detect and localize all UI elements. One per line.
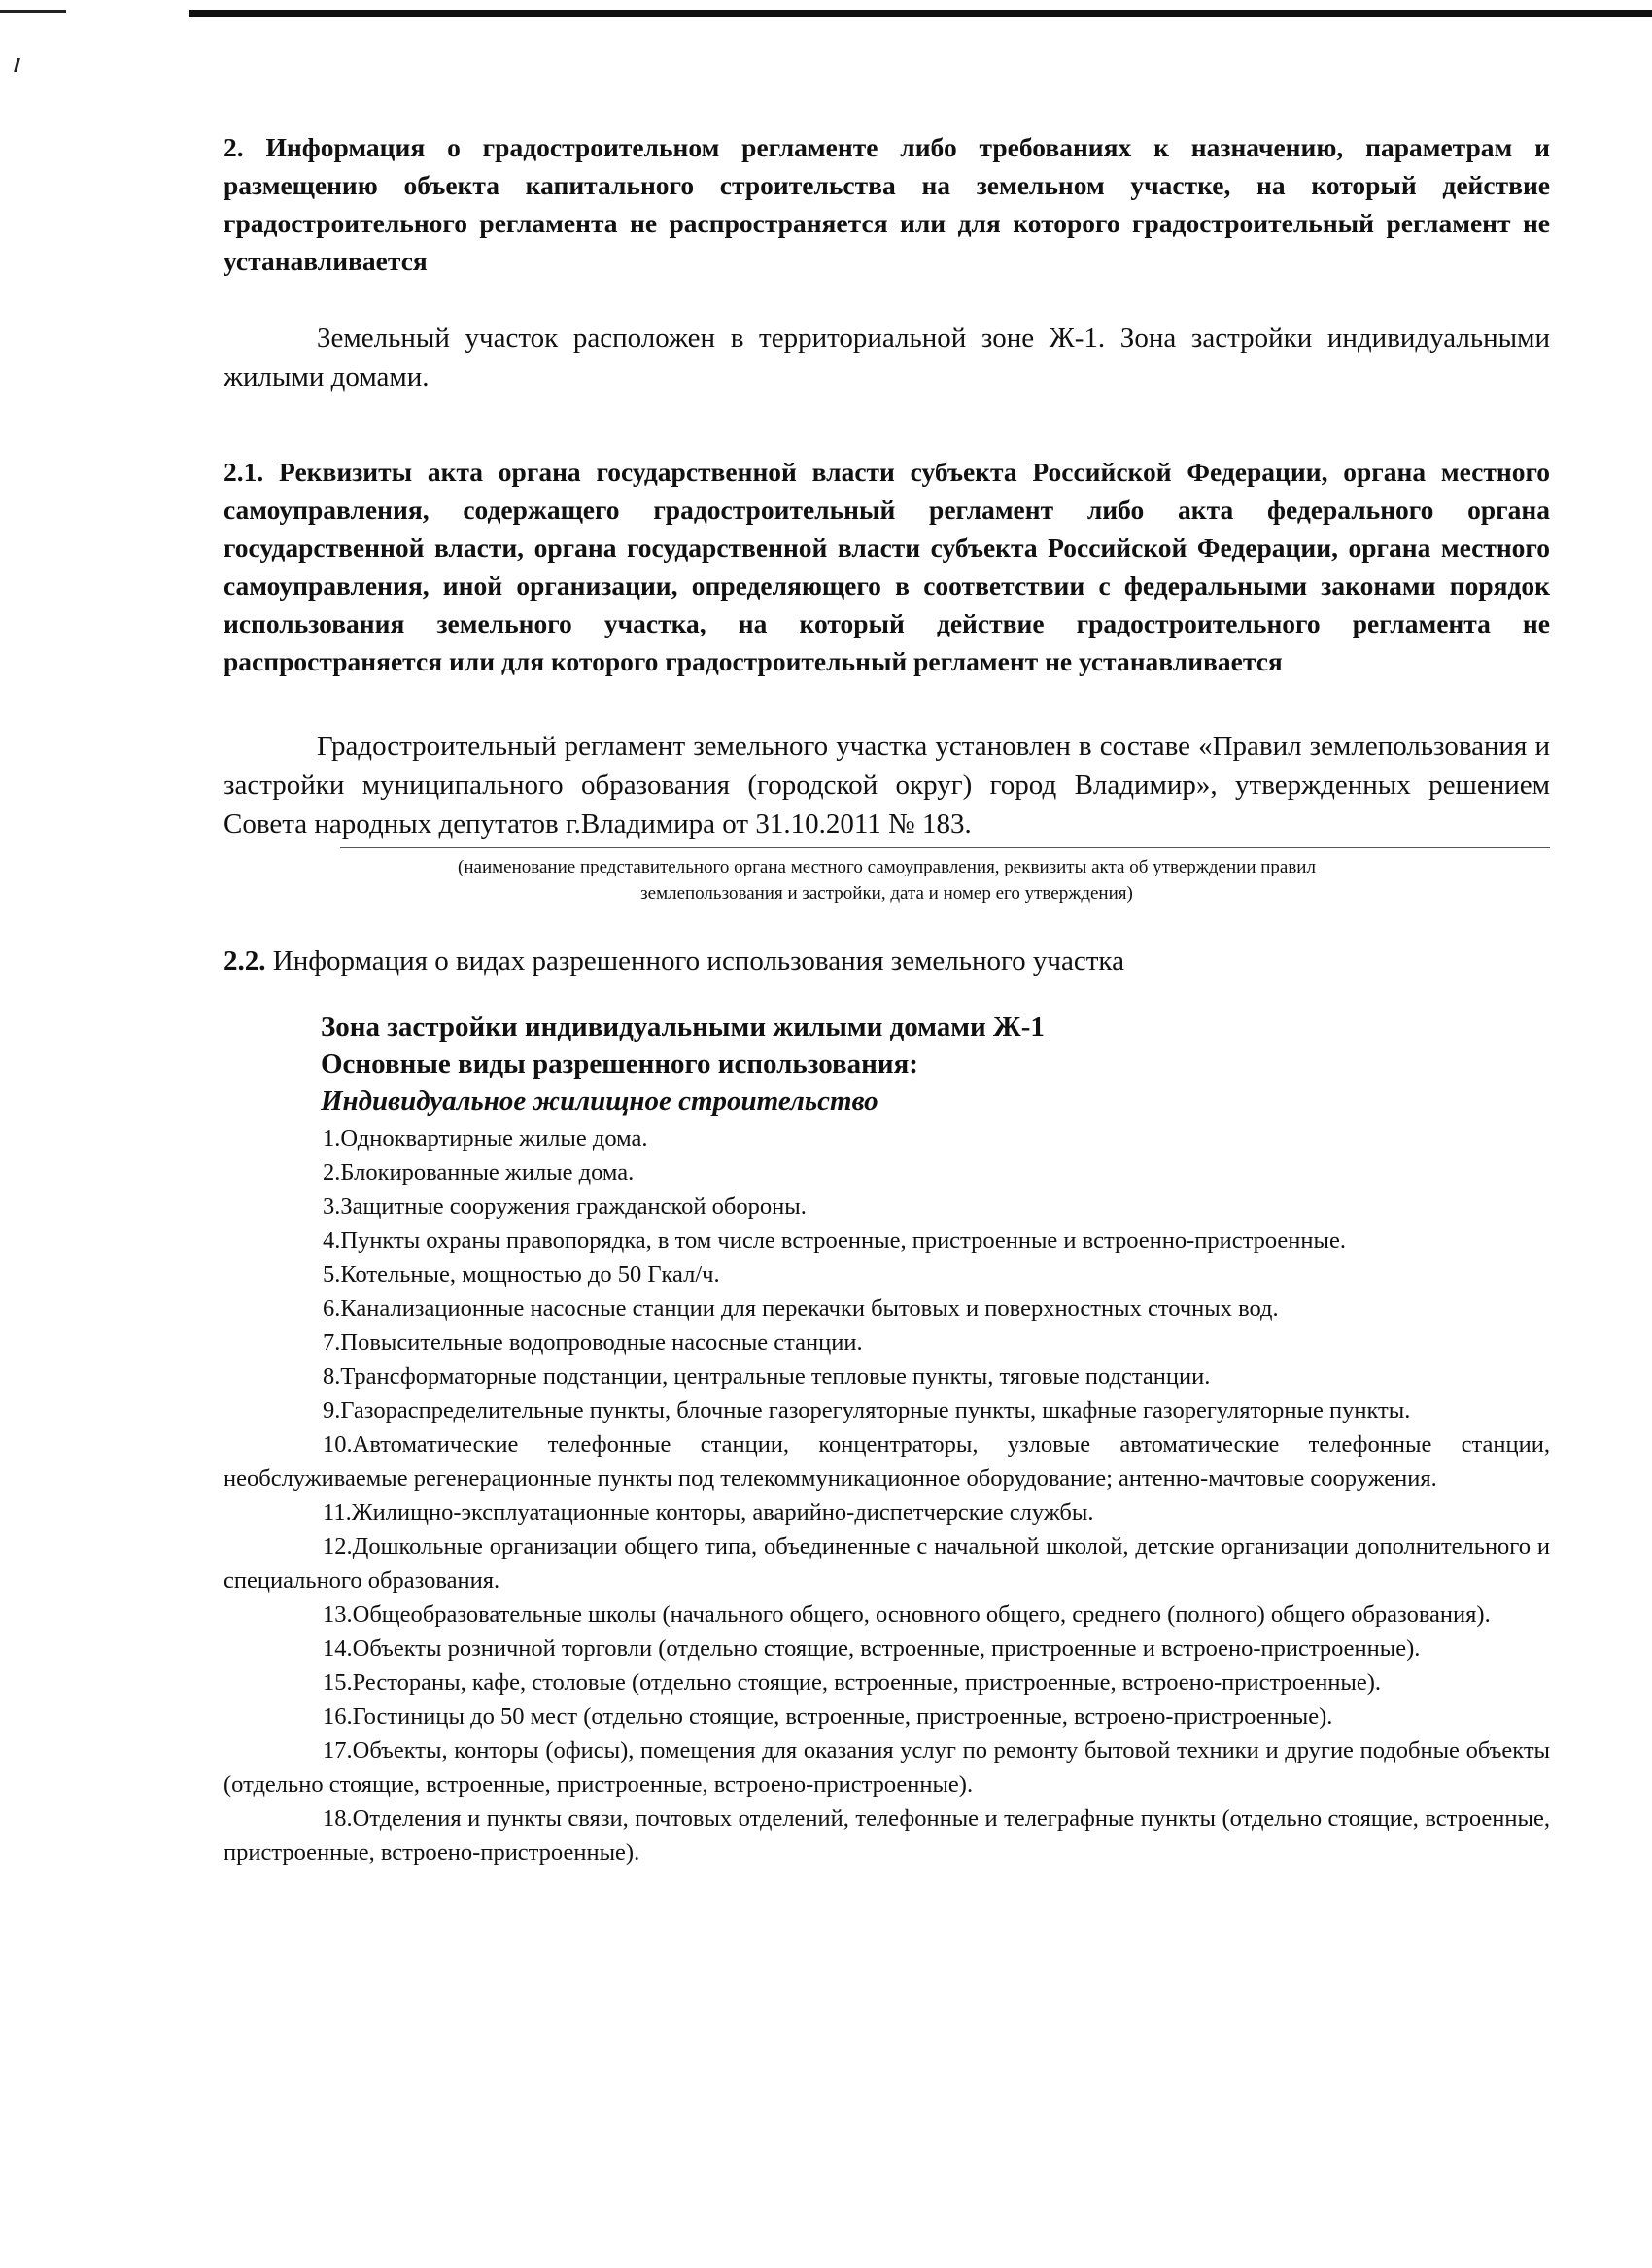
caption-line-2: землепользования и застройки, дата и номер его утверждения) — [640, 883, 1133, 904]
list-item: 17.Объекты, конторы (офисы), помещения для оказания услуг по ремонту бытовой техники и другие подобные объекты (отдельно стоящие, встроенные, пристроенные, встроено-пристроенные). — [224, 1737, 1550, 1798]
list-item: 5.Котельные, мощностью до 50 Гкал/ч. — [323, 1261, 720, 1288]
category-title: Индивидуальное жилищное строительство — [321, 1085, 878, 1117]
list-item: 9.Газораспределительные пункты, блочные газорегуляторные пункты, шкафные газорегуляторные пункты. — [323, 1397, 1411, 1424]
signature-underline — [340, 847, 1550, 850]
list-item: 7.Повысительные водопроводные насосные станции. — [323, 1329, 863, 1356]
list-item: 11.Жилищно-эксплуатационные конторы, аварийно-диспетчерские службы. — [323, 1499, 1094, 1526]
list-item: 14.Объекты розничной торговли (отдельно стоящие, встроенные, пристроенные и встроено-пристроенные). — [323, 1635, 1421, 1662]
list-item: 4.Пункты охраны правопорядка, в том числе встроенные, пристроенные и встроенно-пристроенные. — [323, 1227, 1346, 1254]
list-item: 15.Рестораны, кафе, столовые (отдельно стоящие, встроенные, пристроенные, встроено-пристроенные). — [323, 1669, 1382, 1696]
zone-title: Зона застройки индивидуальными жилыми домами Ж-1 — [321, 1012, 1045, 1043]
list-item: 13.Общеобразовательные школы (начального общего, основного общего, среднего (полного) общего образования). — [323, 1601, 1491, 1628]
list-item: 6.Канализационные насосные станции для перекачки бытовых и поверхностных сточных вод. — [323, 1295, 1279, 1322]
uses-list — [224, 1121, 1550, 1870]
section-2-1-text: Градостроительный регламент земельного участка установлен в составе «Правил землепользования и застройки муниципального образования (городской округ) город Владимир», утвержденных решением Совета народных депутатов г.Владимира от 31.10.2011 № 183. — [224, 731, 1550, 840]
scan-artifact-mark — [14, 58, 20, 72]
list-item: 18.Отделения и пункты связи, почтовых отделений, телефонные и телеграфные пункты (отдельно стоящие, встроенные, пристроенные, встроено-пристроенные). — [224, 1805, 1550, 1866]
section-2-2-title: Информация о видах разрешенного использования земельного участка — [265, 945, 1124, 977]
list-item: 1.Одноквартирные жилые дома. — [323, 1125, 648, 1151]
list-item: 16.Гостиницы до 50 мест (отдельно стоящие, встроенные, пристроенные, встроено-пристроенные). — [323, 1703, 1333, 1730]
section-2-1-heading: 2.1. Реквизиты акта органа государственной власти субъекта Российской Федерации, органа местного самоуправления, содержащего градостроительный регламент либо акта федерального органа государственной власти, органа государственной власти субъекта Российской Федерации, органа местного самоуправления, иной организации, определяющего в соответствии с федеральными законами порядок использования земельного участка, на который действие градостроительного регламента не распространяется или для которого градостроительный регламент не устанавливается — [224, 457, 1550, 676]
section-2-text: Земельный участок расположен в территориальной зоне Ж-1. Зона застройки индивидуальными жилыми домами. — [224, 323, 1550, 393]
scan-artifact-line — [0, 10, 66, 13]
section-2-2-heading — [224, 942, 1550, 980]
list-item: 8.Трансформаторные подстанции, центральные тепловые пункты, тяговые подстанции. — [323, 1363, 1211, 1390]
section-2-heading: 2. Информация о градостроительном регламенте либо требованиях к назначению, параметрам и размещению объекта капитального строительства на земельном участке, на который действие градостроительного регламента не распространяется или для которого градостроительный регламент не устанавливается — [224, 132, 1550, 276]
scan-artifact-top-border — [189, 10, 1652, 17]
list-item: 2.Блокированные жилые дома. — [323, 1159, 635, 1186]
document-page — [224, 128, 1550, 1870]
caption-line-1: (наименование представительного органа местного самоуправления, реквизиты акта об утверждении правил — [458, 857, 1316, 877]
section-2-2-number: 2.2. — [224, 945, 266, 977]
list-item: 12.Дошкольные организации общего типа, объединенные с начальной школой, детские организации дополнительного и специального образования. — [224, 1533, 1550, 1594]
main-uses-title: Основные виды разрешенного использования: — [321, 1048, 918, 1080]
list-item: 3.Защитные сооружения гражданской обороны. — [323, 1193, 807, 1220]
list-item: 10.Автоматические телефонные станции, концентраторы, узловые автоматические телефонные станции, необслуживаемые регенерационные пункты под телекоммуникационное оборудование; антенно-мачтовые сооружения. — [224, 1431, 1550, 1492]
